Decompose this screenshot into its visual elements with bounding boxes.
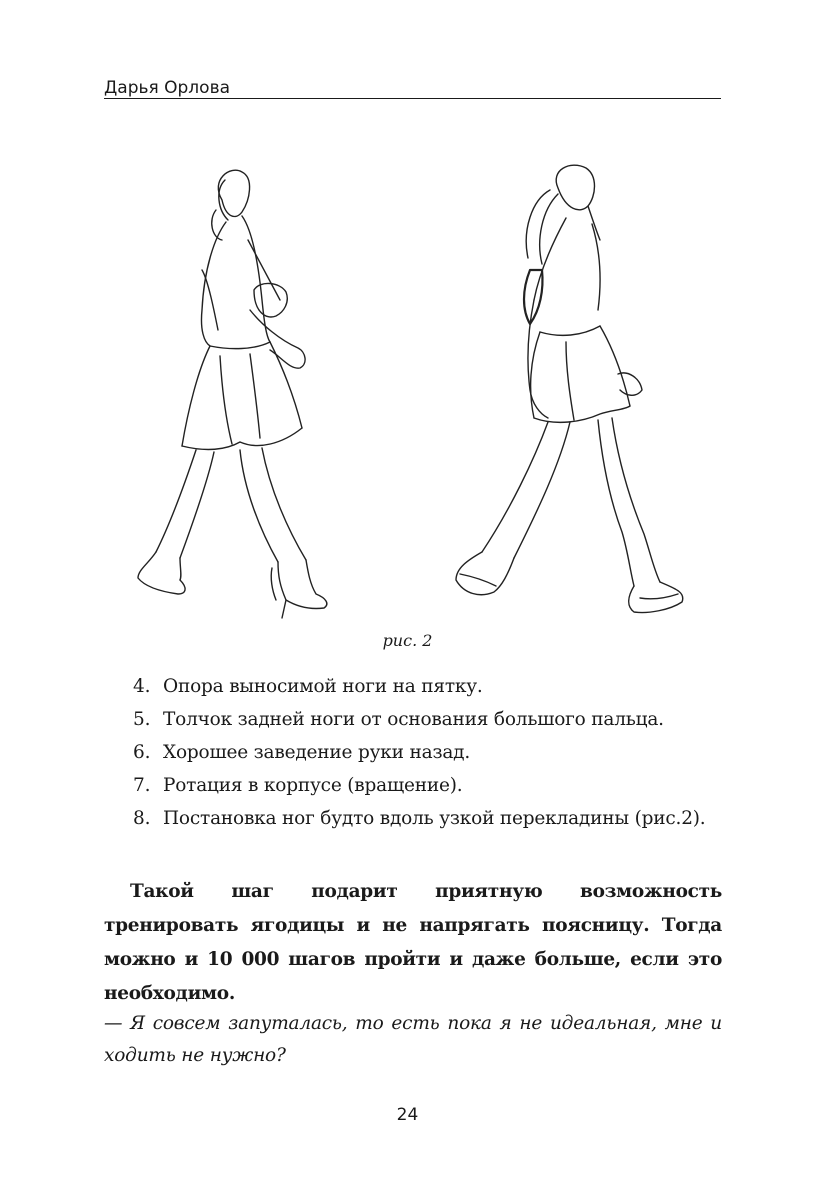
list-item-text: Опора выносимой ноги на пятку. (163, 676, 483, 697)
figure-caption: рис. 2 (382, 631, 433, 650)
dialogue-line: — Я совсем запуталась, то есть пока я не идеальная, мне и ходить не нужно? (104, 1013, 722, 1066)
emphasis-paragraph-text: Такой шаг подарит приятную возможность тренировать ягодицы и не напрягать поясницу. Тогда можно и 10 000 шагов пройти и даже больше, если это необходимо. (104, 881, 722, 1004)
left-walking-woman (138, 170, 327, 618)
list-item-text: Ротация в корпусе (вращение). (163, 775, 463, 796)
list-item (133, 769, 733, 802)
list-item (133, 736, 733, 769)
list-item-number: 4. (133, 676, 151, 697)
steps-list (133, 670, 733, 835)
list-item-text: Постановка ног будто вдоль узкой перекладины (рис.2). (163, 808, 706, 829)
list-item-number: 8. (133, 808, 151, 829)
list-item-number: 7. (133, 775, 151, 796)
walking-illustration (130, 160, 700, 620)
page-number: 24 (396, 1105, 419, 1125)
list-item (133, 703, 733, 736)
running-head-author: Дарья Орлова (104, 78, 231, 98)
list-item (133, 802, 733, 835)
list-item-text: Хорошее заведение руки назад. (163, 742, 471, 763)
list-item (133, 670, 733, 703)
list-item-text: Толчок задней ноги от основания большого пальца. (163, 709, 664, 730)
list-item-number: 6. (133, 742, 151, 763)
emphasis-paragraph (104, 875, 722, 1011)
list-item-number: 5. (133, 709, 151, 730)
header-rule (104, 98, 721, 99)
right-walking-woman (456, 165, 683, 612)
